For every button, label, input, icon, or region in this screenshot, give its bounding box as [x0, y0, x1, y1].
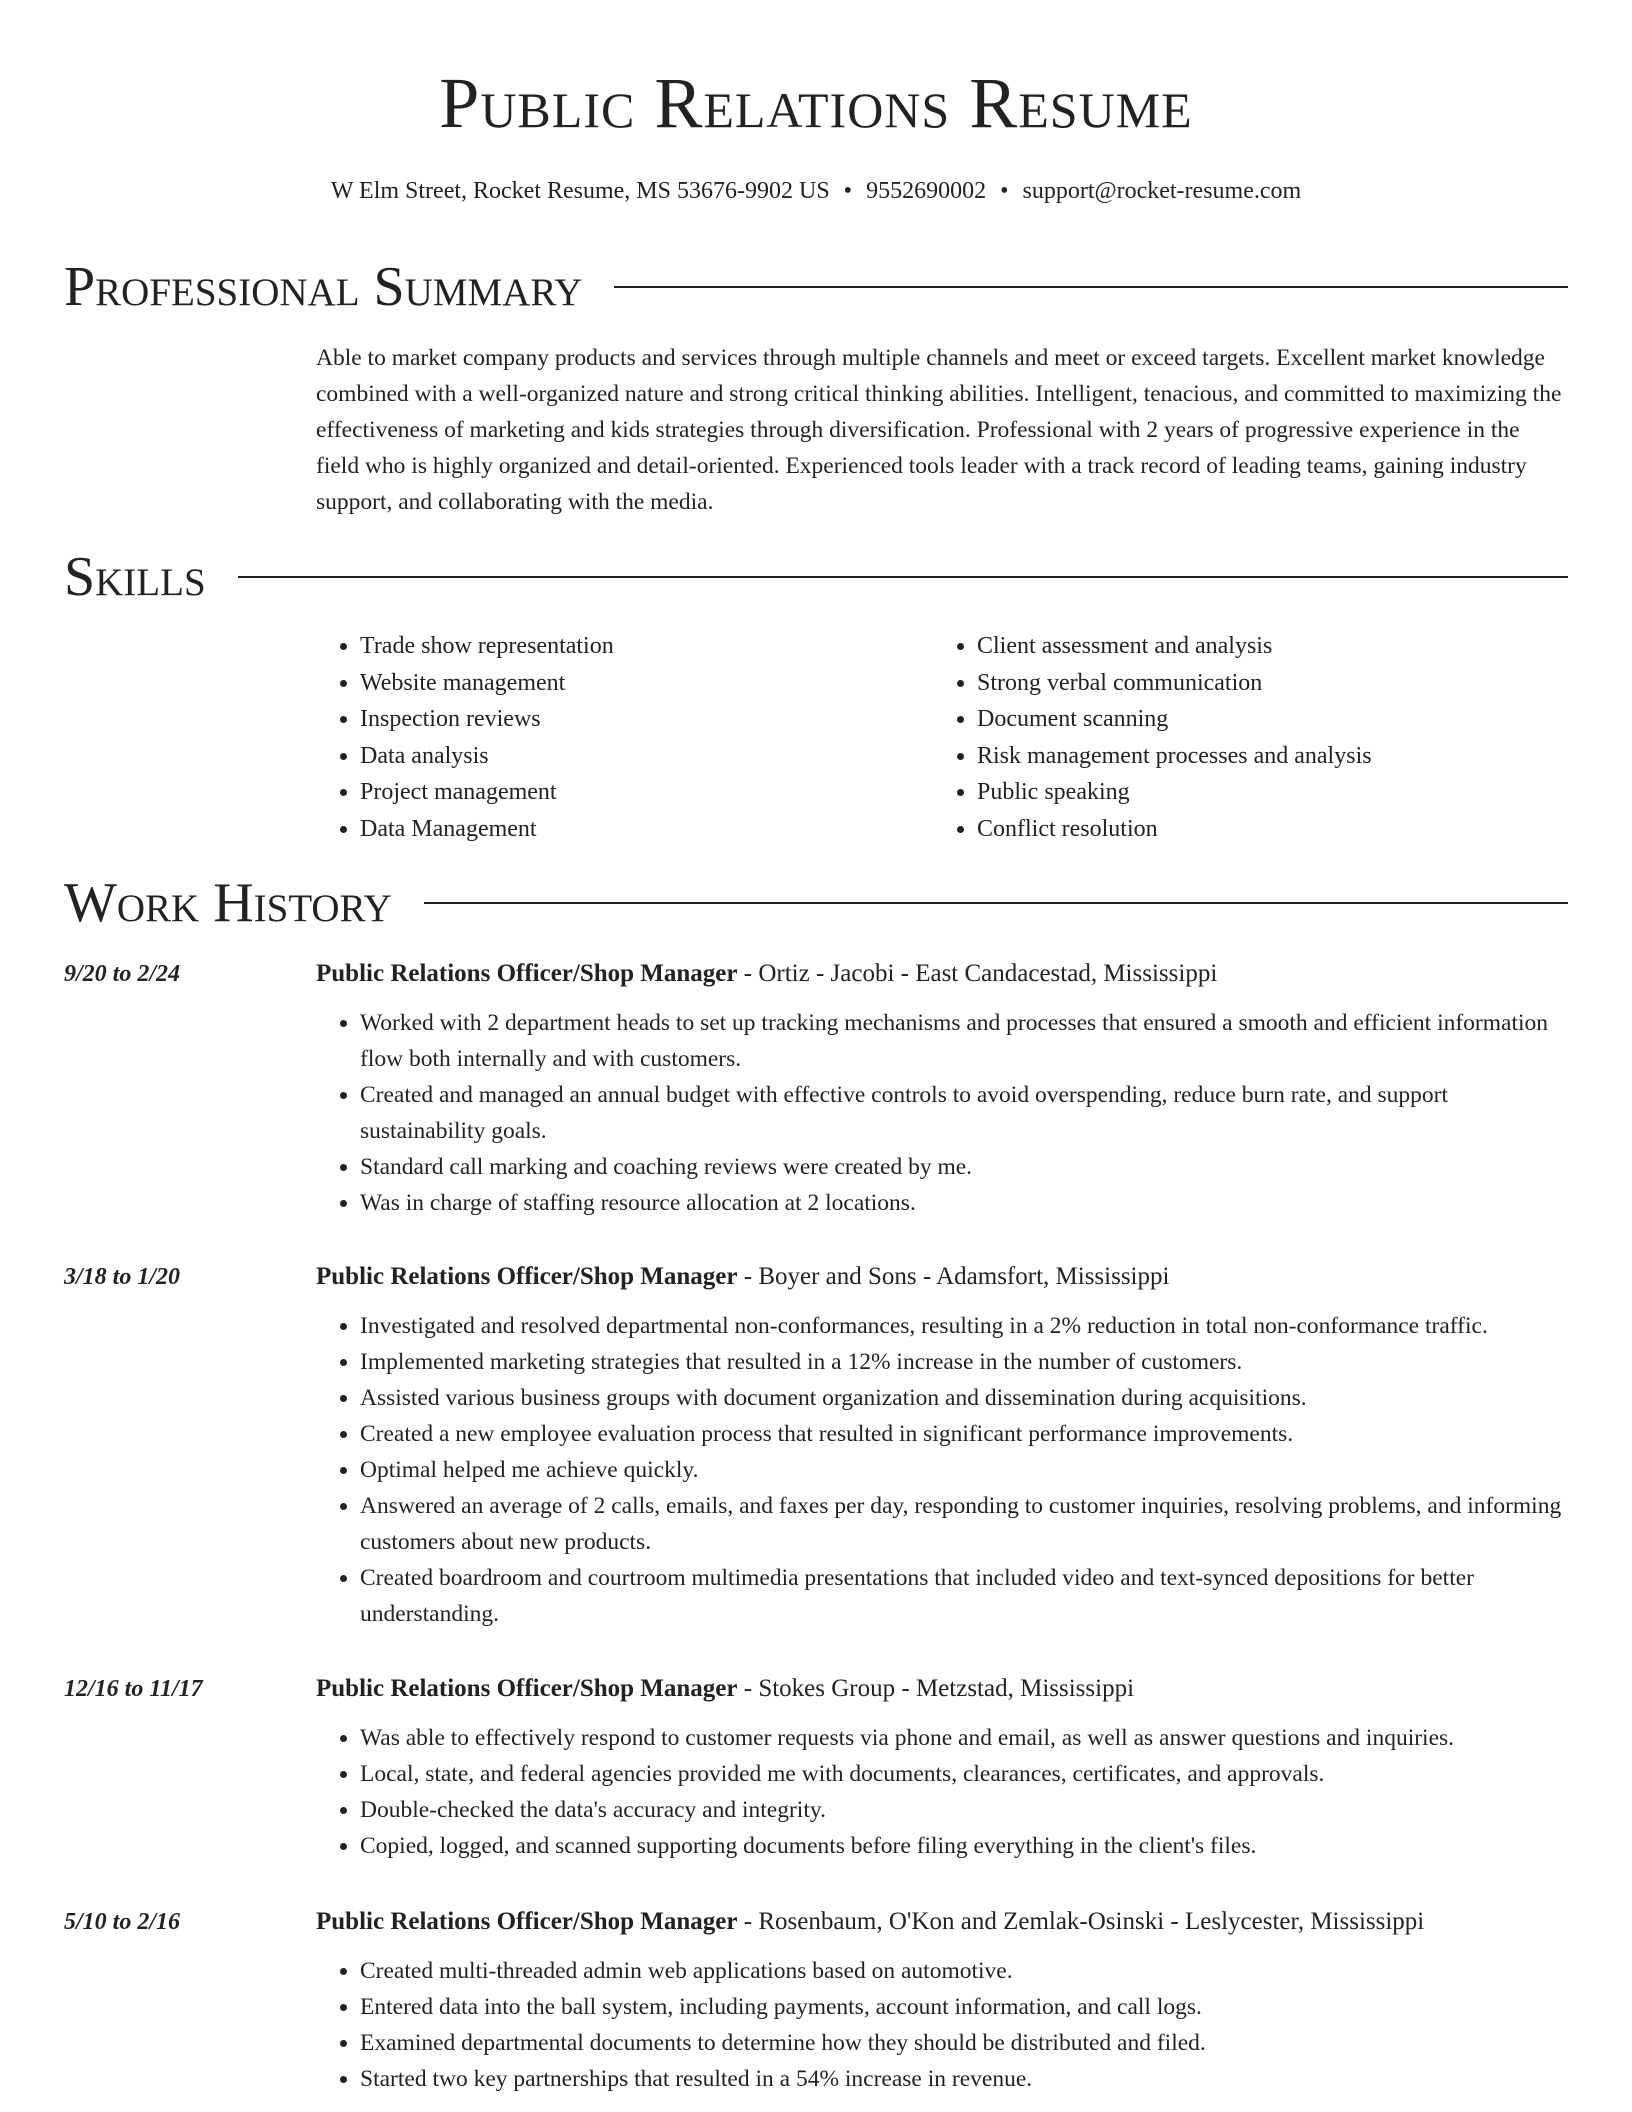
job-title: Public Relations Officer/Shop Manager: [316, 1908, 738, 1935]
section-title: Professional Summary: [64, 256, 583, 318]
job-bullet: • Was able to effectively respond to customer requests via phone and email, as well as answer questions and inquiries.: [360, 1720, 1568, 1756]
section-divider: [614, 286, 1568, 288]
contact-email: support@rocket-resume.com: [1022, 178, 1302, 204]
job-company: - Ortiz - Jacobi - East Candacestad, Mississippi: [737, 960, 1218, 987]
job-bullet: • Double-checked the data's accuracy and integrity.: [360, 1792, 1568, 1828]
skills-section-header: [64, 546, 1568, 608]
job-dates: 12/16 to 11/17: [64, 1676, 203, 1702]
resume-name: Public Relations Resume: [439, 63, 1193, 143]
contact-separator: •: [1000, 178, 1009, 204]
job-bullets: [316, 1720, 1568, 1864]
skill-item: • Client assessment and analysis: [977, 628, 1568, 665]
job-dates: 9/20 to 2/24: [64, 961, 181, 987]
job-bullet: • Optimal helped me achieve quickly.: [360, 1452, 1568, 1488]
summary-section-header: [64, 256, 1568, 318]
job-dates: 5/10 to 2/16: [64, 1909, 181, 1935]
skill-item: • Document scanning: [977, 701, 1568, 738]
skill-item: • Project management: [360, 774, 933, 811]
job-bullets: [316, 1308, 1568, 1632]
skill-item: • Data analysis: [360, 738, 933, 775]
job-bullet: • Created multi-threaded admin web applications based on automotive.: [360, 1953, 1568, 1989]
job-title: Public Relations Officer/Shop Manager: [316, 1263, 738, 1290]
section-divider: [238, 576, 1568, 578]
job-company: - Rosenbaum, O'Kon and Zemlak-Osinski - Leslycester, Mississippi: [737, 1908, 1425, 1935]
job-title: Public Relations Officer/Shop Manager: [316, 960, 738, 987]
job-bullet: • Copied, logged, and scanned supporting documents before filing everything in the client's files.: [360, 1828, 1568, 1864]
job-heading: [316, 1905, 1568, 1939]
job-title: Public Relations Officer/Shop Manager: [316, 1675, 738, 1702]
skill-item: • Public speaking: [977, 774, 1568, 811]
skill-item: • Website management: [360, 665, 933, 702]
contact-phone: 9552690002: [866, 178, 987, 204]
section-title: Work History: [64, 872, 392, 934]
professional-summary-text: Able to market company products and services through multiple channels and meet or exceed targets. Excellent market knowledge combined with a well-organized nature and strong critical thinking abilities. Intelligent, tenacious, and committed to maximizing the effectiveness of marketing and kids strategies through diversification. Professional with 2 years of progressive experience in the field who is highly organized and detail-oriented. Experienced tools leader with a track record of leading teams, gaining industry support, and collaborating with the media.: [316, 345, 1562, 515]
job-bullet: • Standard call marking and coaching reviews were created by me.: [360, 1149, 1568, 1185]
job-bullet: • Assisted various business groups with document organization and dissemination during acquisitions.: [360, 1380, 1568, 1416]
job-bullet: • Entered data into the ball system, including payments, account information, and call logs.: [360, 1989, 1568, 2025]
job-bullet: • Created a new employee evaluation process that resulted in significant performance improvements.: [360, 1416, 1568, 1452]
job-heading: [316, 1672, 1568, 1706]
job-heading: [316, 1260, 1568, 1294]
skill-item: • Risk management processes and analysis: [977, 738, 1568, 775]
section-title: Skills: [64, 546, 206, 608]
job-bullet: • Worked with 2 department heads to set up tracking mechanisms and processes that ensured a smooth and efficient information flow both internally and with customers.: [360, 1005, 1568, 1077]
skills-list: [316, 628, 1568, 847]
skill-item: • Trade show representation: [360, 628, 933, 665]
skill-item: • Conflict resolution: [977, 811, 1568, 848]
job-company: - Boyer and Sons - Adamsfort, Mississippi: [737, 1263, 1170, 1290]
job-heading: [316, 957, 1568, 991]
contact-separator: •: [843, 178, 853, 204]
job-bullet: • Investigated and resolved departmental non-conformances, resulting in a 2% reduction in total non-conformance traffic.: [360, 1308, 1568, 1344]
job-bullet: • Examined departmental documents to determine how they should be distributed and filed.: [360, 2025, 1568, 2061]
work-history-section-header: [64, 872, 1568, 934]
job-bullet: • Implemented marketing strategies that resulted in a 12% increase in the number of customers.: [360, 1344, 1568, 1380]
job-bullet: • Created and managed an annual budget with effective controls to avoid overspending, reduce burn rate, and support sustainability goals.: [360, 1077, 1568, 1149]
job-bullet: • Started two key partnerships that resulted in a 54% increase in revenue.: [360, 2061, 1568, 2097]
job-company: - Stokes Group - Metzstad, Mississippi: [737, 1675, 1135, 1702]
job-bullet: • Created boardroom and courtroom multimedia presentations that included video and text-synced depositions for better understanding.: [360, 1560, 1568, 1632]
section-divider: [424, 902, 1568, 904]
job-bullet: • Local, state, and federal agencies provided me with documents, clearances, certificates, and approvals.: [360, 1756, 1568, 1792]
job-bullets: [316, 1953, 1568, 2097]
skills-column-left: [316, 628, 933, 847]
skills-column-right: [933, 628, 1568, 847]
job-dates: 3/18 to 1/20: [64, 1264, 181, 1290]
job-bullets: [316, 1005, 1568, 1221]
contact-address: W Elm Street, Rocket Resume, MS 53676-9902 US: [330, 178, 830, 204]
contact-line: [0, 176, 1632, 206]
skill-item: • Strong verbal communication: [977, 665, 1568, 702]
job-bullet: • Was in charge of staffing resource allocation at 2 locations.: [360, 1185, 1568, 1221]
job-bullet: • Answered an average of 2 calls, emails, and faxes per day, responding to customer inquiries, resolving problems, and informing customers about new products.: [360, 1488, 1568, 1560]
skill-item: • Inspection reviews: [360, 701, 933, 738]
skill-item: • Data Management: [360, 811, 933, 848]
